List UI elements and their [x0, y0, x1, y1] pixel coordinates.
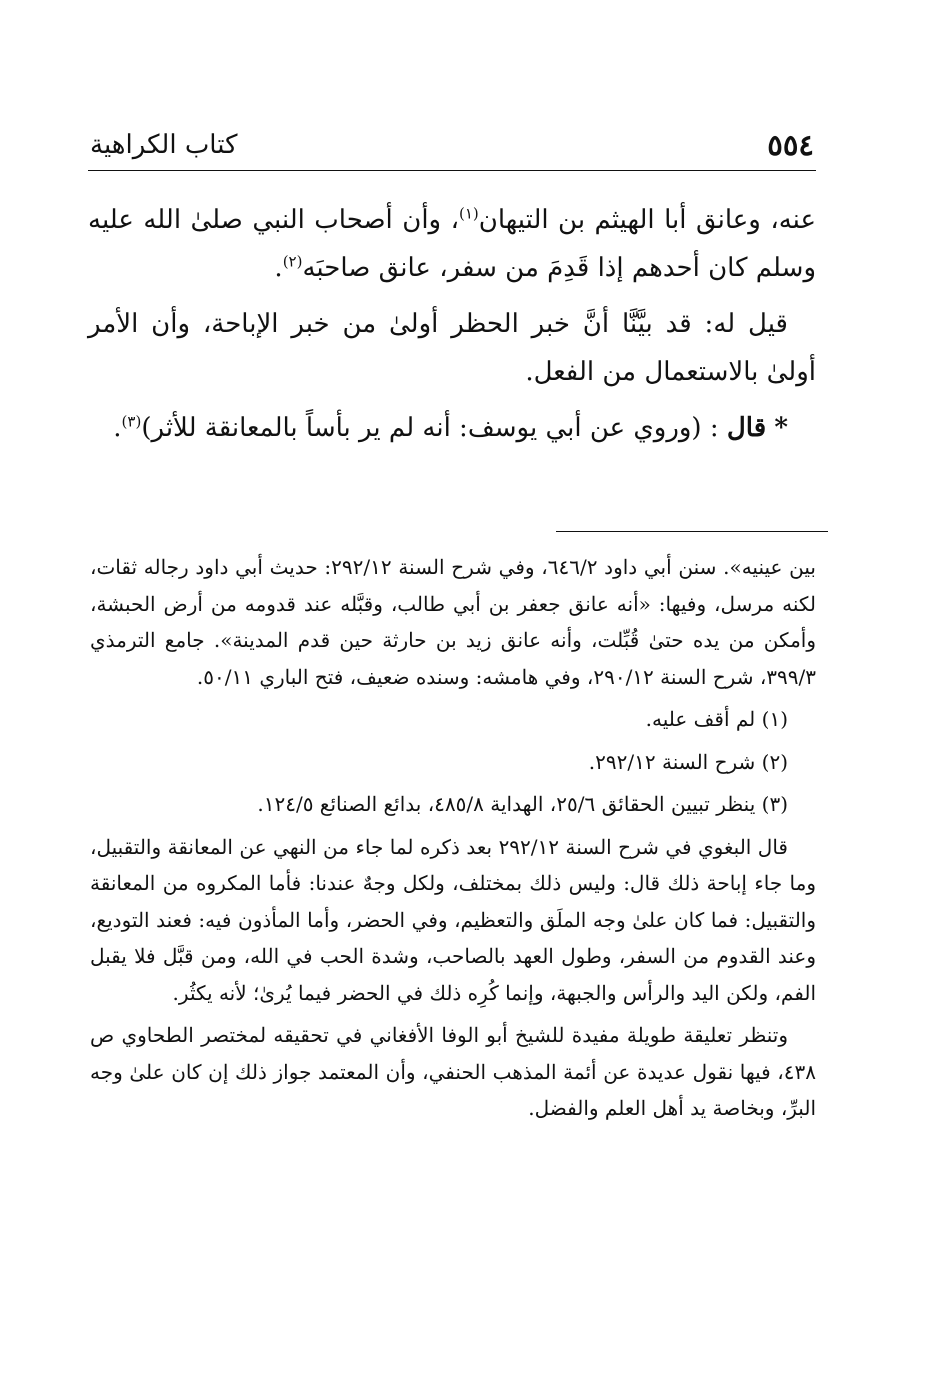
main-text — [88, 196, 816, 460]
paragraph-1-text: عنه، وعانق أبا الهيثم بن التيهان — [478, 205, 817, 235]
paragraph-3-end: . — [113, 413, 122, 443]
asterisk-marker: * — [774, 413, 788, 443]
footnote-ref-1: (١) — [458, 204, 479, 223]
footnote-2: (٢) شرح السنة ٢٩٢/١٢. — [588, 749, 788, 774]
paragraph-2: قيل له: قد بيَّنَّا أنَّ خبر الحظر أولىٰ من خبر الإباحة، وأن الأمر أولىٰ بالاستعمال من الفعل. — [88, 309, 816, 387]
paragraph-1 — [88, 196, 816, 292]
paragraph-1-end: . — [274, 253, 283, 283]
page-header — [88, 122, 816, 171]
footnote-3: (٣) ينظر تبيين الحقائق ٢٥/٦، الهداية ٤٨٥/٨، بدائع الصنائع ١٢٤/٥. — [257, 792, 788, 816]
paragraph-3-text: : (وروي عن أبي يوسف: أنه لم ير بأساً بالمعانقة للأثر) — [141, 413, 719, 443]
footnote-1: (١) لم أقف عليه. — [645, 707, 788, 731]
paragraph-3 — [88, 404, 816, 452]
footnote-3-paragraph-3: وتنظر تعليقة طويلة مفيدة للشيخ أبو الوفا الأفغاني في تحقيقه لمختصر الطحاوي ص ٤٣٨، فيها نقول عديدة عن أئمة المذهب الحنفي، وأن المعتمد جواز ذلك إن كان علىٰ وجه البرِّ، وبخاصة يد أهل العلم والفضل. — [90, 1023, 816, 1120]
running-title: كتاب الكراهية — [90, 130, 238, 160]
footnote-continuation: بين عينيه». سنن أبي داود ٦٤٦/٢، وفي شرح السنة ٢٩٢/١٢: حديث أبي داود رجاله ثقات، لكنه مرسل، وفيها: «أنه عانق جعفر بن أبي طالب، وقبَّله عند قدومه من أرض الحبشة، وأمكن من يده حتىٰ قُبِّلت، وأنه عانق زيد بن حارثة حين قدم المدينة». جامع الترمذي ٣٩٩/٣، شرح السنة ٢٩٠/١٢، وفي هامشه: وسنده ضعيف، فتح الباري ٥٠/١١. — [90, 555, 817, 689]
footnotes-section — [90, 549, 816, 1133]
footnote-3-paragraph-2: قال البغوي في شرح السنة ٢٩٢/١٢ بعد ذكره لما جاء من النهي عن المعانقة والتقبيل، وما جاء إباحة ذلك قال: وليس ذلك بمختلف، ولكل وجهٌ عندنا: فأما المكروه من المعانقة والتقبيل: فما كان علىٰ وجه الملَق والتعظيم، وفي الحضر، وأما المأذون فيه: فعند التوديع، وعند القدوم من السفر، وطول العهد بالصاحب، وشدة الحب في الله، ومن قبَّل فلا يقبل الفم، ولكن اليد والرأس والجبهة، وإنما كُرِه ذلك في الحضر فيما يُرىٰ؛ لأنه يكثُر. — [90, 834, 816, 1005]
footnote-ref-3: (٣) — [121, 412, 142, 431]
qala-label: قال — [726, 413, 767, 443]
footnote-ref-2: (٢) — [282, 252, 303, 271]
footnote-divider — [556, 531, 828, 532]
paragraph-1-text-cont: ، وأن أصحاب النبي صلىٰ الله عليه وسلم كان أحدهم إذا قَدِمَ من سفر، عانق صاحبَه — [88, 205, 816, 283]
page-number: ٥٥٤ — [767, 128, 814, 162]
